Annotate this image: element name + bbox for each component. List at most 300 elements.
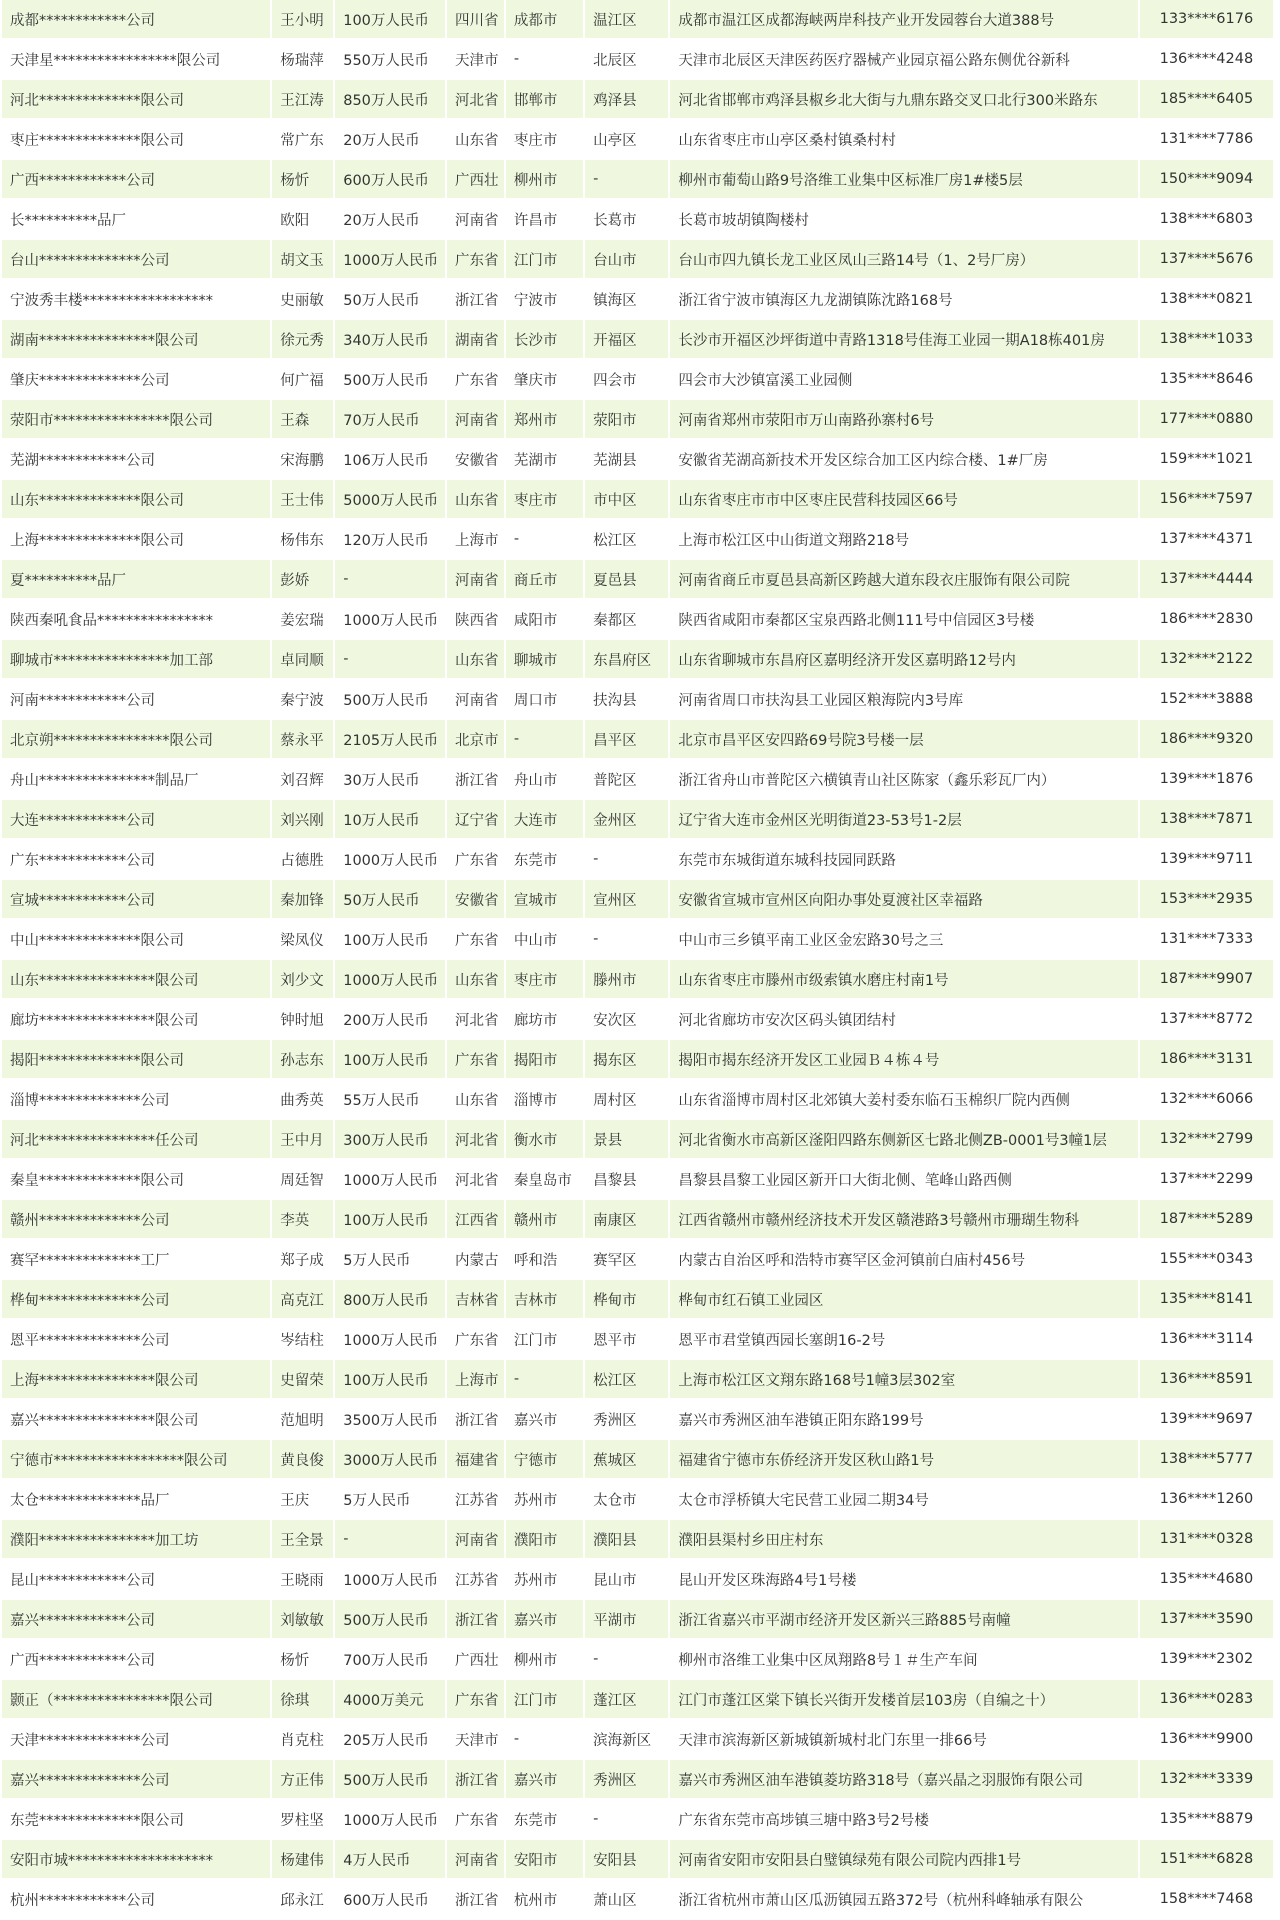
city-cell: 邯郸市 bbox=[506, 80, 583, 120]
address-cell: 河北省衡水市高新区滏阳四路东侧新区七路北侧ZB-0001号3幢1层 bbox=[670, 1120, 1137, 1160]
contact-name-cell: 王江涛 bbox=[272, 80, 333, 120]
address-cell: 太仓市浮桥镇大宅民营工业园二期34号 bbox=[670, 1480, 1137, 1520]
address-cell: 揭阳市揭东经济开发区工业园Ｂ４栋４号 bbox=[670, 1040, 1137, 1080]
phone-cell: 136****4248 bbox=[1140, 40, 1273, 80]
district-cell: 萧山区 bbox=[585, 1880, 668, 1920]
province-cell: 广东省 bbox=[447, 1320, 504, 1360]
phone-cell: 138****5777 bbox=[1140, 1440, 1273, 1480]
phone-cell: 137****8772 bbox=[1140, 1000, 1273, 1040]
phone-cell: 138****7871 bbox=[1140, 800, 1273, 840]
contact-name-cell: 史丽敏 bbox=[272, 280, 333, 320]
contact-name-cell: 杨忻 bbox=[272, 1640, 333, 1680]
contact-name-cell: 徐琪 bbox=[272, 1680, 333, 1720]
district-cell: 长葛市 bbox=[585, 200, 668, 240]
phone-cell: 159****1021 bbox=[1140, 440, 1273, 480]
registered-capital-cell: 205万人民币 bbox=[335, 1720, 445, 1760]
district-cell: 荥阳市 bbox=[585, 400, 668, 440]
address-cell: 天津市北辰区天津医药医疗器械产业园京福公路东侧优谷新科 bbox=[670, 40, 1137, 80]
table-body bbox=[2, 0, 1273, 1920]
city-cell: - bbox=[506, 1720, 583, 1760]
registered-capital-cell: 2105万人民币 bbox=[335, 720, 445, 760]
company-name-cell: 颢正（****************限公司 bbox=[2, 1680, 270, 1720]
contact-name-cell: 王中月 bbox=[272, 1120, 333, 1160]
district-cell: 四会市 bbox=[585, 360, 668, 400]
registered-capital-cell: 500万人民币 bbox=[335, 360, 445, 400]
contact-name-cell: 郑子成 bbox=[272, 1240, 333, 1280]
registered-capital-cell: 5万人民币 bbox=[335, 1480, 445, 1520]
address-cell: 恩平市君堂镇西园长塞朗16-2号 bbox=[670, 1320, 1137, 1360]
company-name-cell: 河北**************限公司 bbox=[2, 80, 270, 120]
table-row bbox=[2, 920, 1273, 960]
registered-capital-cell: 600万人民币 bbox=[335, 1880, 445, 1920]
company-name-cell: 夏**********品厂 bbox=[2, 560, 270, 600]
address-cell: 成都市温江区成都海峡两岸科技产业开发园蓉台大道388号 bbox=[670, 0, 1137, 40]
address-cell: 濮阳县渠村乡田庄村东 bbox=[670, 1520, 1137, 1560]
city-cell: 许昌市 bbox=[506, 200, 583, 240]
phone-cell: 132****3339 bbox=[1140, 1760, 1273, 1800]
registered-capital-cell: 1000万人民币 bbox=[335, 1560, 445, 1600]
contact-name-cell: 罗柱坚 bbox=[272, 1800, 333, 1840]
phone-cell: 136****1260 bbox=[1140, 1480, 1273, 1520]
district-cell: 蕉城区 bbox=[585, 1440, 668, 1480]
city-cell: 廊坊市 bbox=[506, 1000, 583, 1040]
company-name-cell: 山东****************限公司 bbox=[2, 960, 270, 1000]
table-row bbox=[2, 1880, 1273, 1920]
phone-cell: 187****5289 bbox=[1140, 1200, 1273, 1240]
table-row bbox=[2, 1760, 1273, 1800]
province-cell: 山东省 bbox=[447, 480, 504, 520]
contact-name-cell: 胡文玉 bbox=[272, 240, 333, 280]
contact-name-cell: 秦宁波 bbox=[272, 680, 333, 720]
province-cell: 江西省 bbox=[447, 1200, 504, 1240]
province-cell: 内蒙古 bbox=[447, 1240, 504, 1280]
district-cell: 周村区 bbox=[585, 1080, 668, 1120]
province-cell: 上海市 bbox=[447, 1360, 504, 1400]
phone-cell: 135****8141 bbox=[1140, 1280, 1273, 1320]
table-row bbox=[2, 1720, 1273, 1760]
address-cell: 天津市滨海新区新城镇新城村北门东里一排66号 bbox=[670, 1720, 1137, 1760]
company-name-cell: 揭阳**************限公司 bbox=[2, 1040, 270, 1080]
table-row bbox=[2, 1440, 1273, 1480]
province-cell: 河北省 bbox=[447, 1000, 504, 1040]
table-row bbox=[2, 1360, 1273, 1400]
table-row bbox=[2, 160, 1273, 200]
table-row bbox=[2, 1160, 1273, 1200]
contact-name-cell: 史留荣 bbox=[272, 1360, 333, 1400]
address-cell: 浙江省舟山市普陀区六横镇青山社区陈家（鑫乐彩瓦厂内） bbox=[670, 760, 1137, 800]
company-name-cell: 河北****************任公司 bbox=[2, 1120, 270, 1160]
district-cell: 普陀区 bbox=[585, 760, 668, 800]
company-name-cell: 山东**************限公司 bbox=[2, 480, 270, 520]
registered-capital-cell: 50万人民币 bbox=[335, 880, 445, 920]
table-row bbox=[2, 1680, 1273, 1720]
district-cell: 昌黎县 bbox=[585, 1160, 668, 1200]
company-name-cell: 广西************公司 bbox=[2, 1640, 270, 1680]
city-cell: 杭州市 bbox=[506, 1880, 583, 1920]
phone-cell: 138****0821 bbox=[1140, 280, 1273, 320]
district-cell: 北辰区 bbox=[585, 40, 668, 80]
district-cell: 松江区 bbox=[585, 1360, 668, 1400]
address-cell: 柳州市葡萄山路9号洛维工业集中区标准厂房1#楼5层 bbox=[670, 160, 1137, 200]
company-name-cell: 天津**************公司 bbox=[2, 1720, 270, 1760]
address-cell: 山东省淄博市周村区北郊镇大姜村委东临石玉棉织厂院内西侧 bbox=[670, 1080, 1137, 1120]
company-name-cell: 长**********品厂 bbox=[2, 200, 270, 240]
phone-cell: 186****3131 bbox=[1140, 1040, 1273, 1080]
contact-name-cell: 姜宏瑞 bbox=[272, 600, 333, 640]
contact-name-cell: 彭娇 bbox=[272, 560, 333, 600]
table-row bbox=[2, 200, 1273, 240]
phone-cell: 138****6803 bbox=[1140, 200, 1273, 240]
city-cell: 大连市 bbox=[506, 800, 583, 840]
table-row bbox=[2, 1640, 1273, 1680]
table-row bbox=[2, 520, 1273, 560]
city-cell: 嘉兴市 bbox=[506, 1400, 583, 1440]
company-name-cell: 桦甸**************公司 bbox=[2, 1280, 270, 1320]
contact-name-cell: 肖克柱 bbox=[272, 1720, 333, 1760]
district-cell: 揭东区 bbox=[585, 1040, 668, 1080]
province-cell: 广西壮 bbox=[447, 160, 504, 200]
city-cell: 中山市 bbox=[506, 920, 583, 960]
company-name-cell: 上海****************限公司 bbox=[2, 1360, 270, 1400]
contact-name-cell: 刘召辉 bbox=[272, 760, 333, 800]
phone-cell: 132****2122 bbox=[1140, 640, 1273, 680]
phone-cell: 136****9900 bbox=[1140, 1720, 1273, 1760]
city-cell: 淄博市 bbox=[506, 1080, 583, 1120]
table-row bbox=[2, 1080, 1273, 1120]
city-cell: 宁波市 bbox=[506, 280, 583, 320]
address-cell: 浙江省杭州市萧山区瓜沥镇园五路372号（杭州科峰轴承有限公 bbox=[670, 1880, 1137, 1920]
table-row bbox=[2, 1600, 1273, 1640]
company-name-cell: 天津星*****************限公司 bbox=[2, 40, 270, 80]
registered-capital-cell: 850万人民币 bbox=[335, 80, 445, 120]
contact-name-cell: 范旭明 bbox=[272, 1400, 333, 1440]
city-cell: 濮阳市 bbox=[506, 1520, 583, 1560]
address-cell: 内蒙古自治区呼和浩特市赛罕区金河镇前白庙村456号 bbox=[670, 1240, 1137, 1280]
table-row bbox=[2, 1840, 1273, 1880]
city-cell: - bbox=[506, 520, 583, 560]
table-row bbox=[2, 1240, 1273, 1280]
city-cell: 宣城市 bbox=[506, 880, 583, 920]
province-cell: 广东省 bbox=[447, 920, 504, 960]
district-cell: 秦都区 bbox=[585, 600, 668, 640]
city-cell: 江门市 bbox=[506, 1320, 583, 1360]
contact-name-cell: 钟时旭 bbox=[272, 1000, 333, 1040]
address-cell: 辽宁省大连市金州区光明街道23-53号1-2层 bbox=[670, 800, 1137, 840]
address-cell: 嘉兴市秀洲区油车港镇正阳东路199号 bbox=[670, 1400, 1137, 1440]
registered-capital-cell: 100万人民币 bbox=[335, 1040, 445, 1080]
province-cell: 河南省 bbox=[447, 400, 504, 440]
address-cell: 河南省商丘市夏邑县高新区跨越大道东段衣庄服饰有限公司院 bbox=[670, 560, 1137, 600]
registered-capital-cell: 100万人民币 bbox=[335, 1200, 445, 1240]
city-cell: 宁德市 bbox=[506, 1440, 583, 1480]
province-cell: 河南省 bbox=[447, 560, 504, 600]
company-name-cell: 河南************公司 bbox=[2, 680, 270, 720]
address-cell: 浙江省宁波市镇海区九龙湖镇陈沈路168号 bbox=[670, 280, 1137, 320]
contact-name-cell: 杨伟东 bbox=[272, 520, 333, 560]
company-name-cell: 太仓**************品厂 bbox=[2, 1480, 270, 1520]
company-name-cell: 枣庄**************限公司 bbox=[2, 120, 270, 160]
company-name-cell: 上海**************限公司 bbox=[2, 520, 270, 560]
province-cell: 吉林省 bbox=[447, 1280, 504, 1320]
district-cell: 濮阳县 bbox=[585, 1520, 668, 1560]
address-cell: 江西省赣州市赣州经济技术开发区赣港路3号赣州市珊瑚生物科 bbox=[670, 1200, 1137, 1240]
company-name-cell: 芜湖************公司 bbox=[2, 440, 270, 480]
company-name-cell: 恩平**************公司 bbox=[2, 1320, 270, 1360]
table-row bbox=[2, 800, 1273, 840]
company-name-cell: 安阳市城******************** bbox=[2, 1840, 270, 1880]
district-cell: 东昌府区 bbox=[585, 640, 668, 680]
table-row bbox=[2, 600, 1273, 640]
registered-capital-cell: 500万人民币 bbox=[335, 1600, 445, 1640]
district-cell: 太仓市 bbox=[585, 1480, 668, 1520]
city-cell: 东莞市 bbox=[506, 840, 583, 880]
district-cell: 山亭区 bbox=[585, 120, 668, 160]
address-cell: 嘉兴市秀洲区油车港镇菱坊路318号（嘉兴晶之羽服饰有限公司 bbox=[670, 1760, 1137, 1800]
phone-cell: 155****0343 bbox=[1140, 1240, 1273, 1280]
address-cell: 昆山开发区珠海路4号1号楼 bbox=[670, 1560, 1137, 1600]
district-cell: 昆山市 bbox=[585, 1560, 668, 1600]
address-cell: 长葛市坡胡镇陶楼村 bbox=[670, 200, 1137, 240]
phone-cell: 135****8646 bbox=[1140, 360, 1273, 400]
province-cell: 山东省 bbox=[447, 960, 504, 1000]
registered-capital-cell: 300万人民币 bbox=[335, 1120, 445, 1160]
registered-capital-cell: 3000万人民币 bbox=[335, 1440, 445, 1480]
address-cell: 山东省聊城市东昌府区嘉明经济开发区嘉明路12号内 bbox=[670, 640, 1137, 680]
registered-capital-cell: 340万人民币 bbox=[335, 320, 445, 360]
city-cell: 东莞市 bbox=[506, 1800, 583, 1840]
registered-capital-cell: - bbox=[335, 1520, 445, 1560]
province-cell: 江苏省 bbox=[447, 1560, 504, 1600]
table-row bbox=[2, 1560, 1273, 1600]
province-cell: 天津市 bbox=[447, 1720, 504, 1760]
company-name-cell: 廊坊****************限公司 bbox=[2, 1000, 270, 1040]
city-cell: 郑州市 bbox=[506, 400, 583, 440]
province-cell: 安徽省 bbox=[447, 880, 504, 920]
table-row bbox=[2, 760, 1273, 800]
registered-capital-cell: 106万人民币 bbox=[335, 440, 445, 480]
registered-capital-cell: 800万人民币 bbox=[335, 1280, 445, 1320]
table-row bbox=[2, 400, 1273, 440]
table-row bbox=[2, 320, 1273, 360]
registered-capital-cell: 1000万人民币 bbox=[335, 1160, 445, 1200]
company-name-cell: 荥阳市****************限公司 bbox=[2, 400, 270, 440]
table-row bbox=[2, 120, 1273, 160]
district-cell: 滕州市 bbox=[585, 960, 668, 1000]
district-cell: 滨海新区 bbox=[585, 1720, 668, 1760]
registered-capital-cell: 100万人民币 bbox=[335, 1360, 445, 1400]
province-cell: 湖南省 bbox=[447, 320, 504, 360]
contact-name-cell: 占德胜 bbox=[272, 840, 333, 880]
address-cell: 上海市松江区文翔东路168号1幢3层302室 bbox=[670, 1360, 1137, 1400]
contact-name-cell: 高克江 bbox=[272, 1280, 333, 1320]
phone-cell: 153****2935 bbox=[1140, 880, 1273, 920]
province-cell: 北京市 bbox=[447, 720, 504, 760]
phone-cell: 185****6405 bbox=[1140, 80, 1273, 120]
address-cell: 北京市昌平区安四路69号院3号楼一层 bbox=[670, 720, 1137, 760]
table-row bbox=[2, 0, 1273, 40]
contact-name-cell: 岑结柱 bbox=[272, 1320, 333, 1360]
contact-name-cell: 何广福 bbox=[272, 360, 333, 400]
table-row bbox=[2, 480, 1273, 520]
table-row bbox=[2, 640, 1273, 680]
district-cell: 安次区 bbox=[585, 1000, 668, 1040]
district-cell: - bbox=[585, 920, 668, 960]
district-cell: 恩平市 bbox=[585, 1320, 668, 1360]
registered-capital-cell: 550万人民币 bbox=[335, 40, 445, 80]
company-name-cell: 赛罕**************工厂 bbox=[2, 1240, 270, 1280]
address-cell: 安徽省宣城市宣州区向阳办事处夏渡社区幸福路 bbox=[670, 880, 1137, 920]
address-cell: 山东省枣庄市滕州市级索镇水磨庄村南1号 bbox=[670, 960, 1137, 1000]
phone-cell: 135****4680 bbox=[1140, 1560, 1273, 1600]
table-row bbox=[2, 280, 1273, 320]
company-name-cell: 昆山************公司 bbox=[2, 1560, 270, 1600]
city-cell: 枣庄市 bbox=[506, 480, 583, 520]
contact-name-cell: 李英 bbox=[272, 1200, 333, 1240]
city-cell: 聊城市 bbox=[506, 640, 583, 680]
phone-cell: 133****6176 bbox=[1140, 0, 1273, 40]
registered-capital-cell: 4万人民币 bbox=[335, 1840, 445, 1880]
company-name-cell: 嘉兴****************限公司 bbox=[2, 1400, 270, 1440]
table-row bbox=[2, 1800, 1273, 1840]
district-cell: 蓬江区 bbox=[585, 1680, 668, 1720]
contact-name-cell: 孙志东 bbox=[272, 1040, 333, 1080]
city-cell: 芜湖市 bbox=[506, 440, 583, 480]
company-name-cell: 成都************公司 bbox=[2, 0, 270, 40]
address-cell: 山东省枣庄市市中区枣庄民营科技园区66号 bbox=[670, 480, 1137, 520]
contact-name-cell: 曲秀英 bbox=[272, 1080, 333, 1120]
address-cell: 昌黎县昌黎工业园区新开口大街北侧、笔峰山路西侧 bbox=[670, 1160, 1137, 1200]
registered-capital-cell: 100万人民币 bbox=[335, 920, 445, 960]
province-cell: 广东省 bbox=[447, 1800, 504, 1840]
address-cell: 河南省郑州市荥阳市万山南路孙寨村6号 bbox=[670, 400, 1137, 440]
city-cell: 吉林市 bbox=[506, 1280, 583, 1320]
registered-capital-cell: 120万人民币 bbox=[335, 520, 445, 560]
registered-capital-cell: 3500万人民币 bbox=[335, 1400, 445, 1440]
company-name-cell: 秦皇**************限公司 bbox=[2, 1160, 270, 1200]
table-row bbox=[2, 440, 1273, 480]
address-cell: 河北省邯郸市鸡泽县椒乡北大街与九鼎东路交叉口北行300米路东 bbox=[670, 80, 1137, 120]
province-cell: 广东省 bbox=[447, 1680, 504, 1720]
table-row bbox=[2, 1480, 1273, 1520]
registered-capital-cell: - bbox=[335, 560, 445, 600]
city-cell: 咸阳市 bbox=[506, 600, 583, 640]
district-cell: 桦甸市 bbox=[585, 1280, 668, 1320]
registered-capital-cell: 70万人民币 bbox=[335, 400, 445, 440]
table-row bbox=[2, 1320, 1273, 1360]
registered-capital-cell: 55万人民币 bbox=[335, 1080, 445, 1120]
registered-capital-cell: 20万人民币 bbox=[335, 120, 445, 160]
city-cell: 呼和浩 bbox=[506, 1240, 583, 1280]
city-cell: 秦皇岛市 bbox=[506, 1160, 583, 1200]
province-cell: 河南省 bbox=[447, 1520, 504, 1560]
province-cell: 河北省 bbox=[447, 1160, 504, 1200]
phone-cell: 177****0880 bbox=[1140, 400, 1273, 440]
city-cell: 苏州市 bbox=[506, 1480, 583, 1520]
contact-name-cell: 刘少文 bbox=[272, 960, 333, 1000]
province-cell: 山东省 bbox=[447, 120, 504, 160]
company-name-cell: 赣州**************公司 bbox=[2, 1200, 270, 1240]
address-cell: 河南省安阳市安阳县白璧镇绿苑有限公司院内西排1号 bbox=[670, 1840, 1137, 1880]
phone-cell: 139****2302 bbox=[1140, 1640, 1273, 1680]
phone-cell: 150****9094 bbox=[1140, 160, 1273, 200]
district-cell: 鸡泽县 bbox=[585, 80, 668, 120]
table-row bbox=[2, 80, 1273, 120]
phone-cell: 152****3888 bbox=[1140, 680, 1273, 720]
phone-cell: 187****9907 bbox=[1140, 960, 1273, 1000]
province-cell: 河北省 bbox=[447, 1120, 504, 1160]
address-cell: 桦甸市红石镇工业园区 bbox=[670, 1280, 1137, 1320]
district-cell: 秀洲区 bbox=[585, 1400, 668, 1440]
company-name-cell: 陕西秦吼食品**************** bbox=[2, 600, 270, 640]
contact-name-cell: 卓同顺 bbox=[272, 640, 333, 680]
address-cell: 长沙市开福区沙坪街道中青路1318号佳海工业园一期A18栋401房 bbox=[670, 320, 1137, 360]
address-cell: 中山市三乡镇平南工业区金宏路30号之三 bbox=[670, 920, 1137, 960]
phone-cell: 131****7786 bbox=[1140, 120, 1273, 160]
address-cell: 东莞市东城街道东城科技园同跃路 bbox=[670, 840, 1137, 880]
district-cell: - bbox=[585, 160, 668, 200]
city-cell: 柳州市 bbox=[506, 160, 583, 200]
table-row bbox=[2, 1120, 1273, 1160]
province-cell: 广西壮 bbox=[447, 1640, 504, 1680]
district-cell: 南康区 bbox=[585, 1200, 668, 1240]
registered-capital-cell: - bbox=[335, 640, 445, 680]
phone-cell: 138****1033 bbox=[1140, 320, 1273, 360]
phone-cell: 139****9697 bbox=[1140, 1400, 1273, 1440]
company-name-cell: 舟山****************制品厂 bbox=[2, 760, 270, 800]
city-cell: 枣庄市 bbox=[506, 120, 583, 160]
city-cell: 江门市 bbox=[506, 1680, 583, 1720]
district-cell: 扶沟县 bbox=[585, 680, 668, 720]
address-cell: 柳州市洛维工业集中区凤翔路8号１＃生产车间 bbox=[670, 1640, 1137, 1680]
registered-capital-cell: 10万人民币 bbox=[335, 800, 445, 840]
district-cell: 秀洲区 bbox=[585, 1760, 668, 1800]
province-cell: 河南省 bbox=[447, 680, 504, 720]
registered-capital-cell: 200万人民币 bbox=[335, 1000, 445, 1040]
table-row bbox=[2, 1000, 1273, 1040]
province-cell: 广东省 bbox=[447, 360, 504, 400]
company-name-cell: 广西************公司 bbox=[2, 160, 270, 200]
district-cell: 开福区 bbox=[585, 320, 668, 360]
phone-cell: 137****4444 bbox=[1140, 560, 1273, 600]
district-cell: 温江区 bbox=[585, 0, 668, 40]
city-cell: 长沙市 bbox=[506, 320, 583, 360]
table-row bbox=[2, 1040, 1273, 1080]
city-cell: 周口市 bbox=[506, 680, 583, 720]
address-cell: 广东省东莞市高埗镇三塘中路3号2号楼 bbox=[670, 1800, 1137, 1840]
province-cell: 山东省 bbox=[447, 640, 504, 680]
table-row bbox=[2, 1280, 1273, 1320]
contact-name-cell: 王晓雨 bbox=[272, 1560, 333, 1600]
district-cell: - bbox=[585, 1640, 668, 1680]
table-row bbox=[2, 960, 1273, 1000]
company-name-cell: 宣城************公司 bbox=[2, 880, 270, 920]
address-cell: 河南省周口市扶沟县工业园区粮海院内3号库 bbox=[670, 680, 1137, 720]
company-name-cell: 北京朔****************限公司 bbox=[2, 720, 270, 760]
city-cell: - bbox=[506, 1360, 583, 1400]
province-cell: 河南省 bbox=[447, 200, 504, 240]
company-name-cell: 聊城市****************加工部 bbox=[2, 640, 270, 680]
phone-cell: 156****7597 bbox=[1140, 480, 1273, 520]
table-row bbox=[2, 40, 1273, 80]
contact-name-cell: 王士伟 bbox=[272, 480, 333, 520]
phone-cell: 136****8591 bbox=[1140, 1360, 1273, 1400]
district-cell: 松江区 bbox=[585, 520, 668, 560]
city-cell: 柳州市 bbox=[506, 1640, 583, 1680]
phone-cell: 139****1876 bbox=[1140, 760, 1273, 800]
district-cell: 安阳县 bbox=[585, 1840, 668, 1880]
registered-capital-cell: 30万人民币 bbox=[335, 760, 445, 800]
table-row bbox=[2, 360, 1273, 400]
